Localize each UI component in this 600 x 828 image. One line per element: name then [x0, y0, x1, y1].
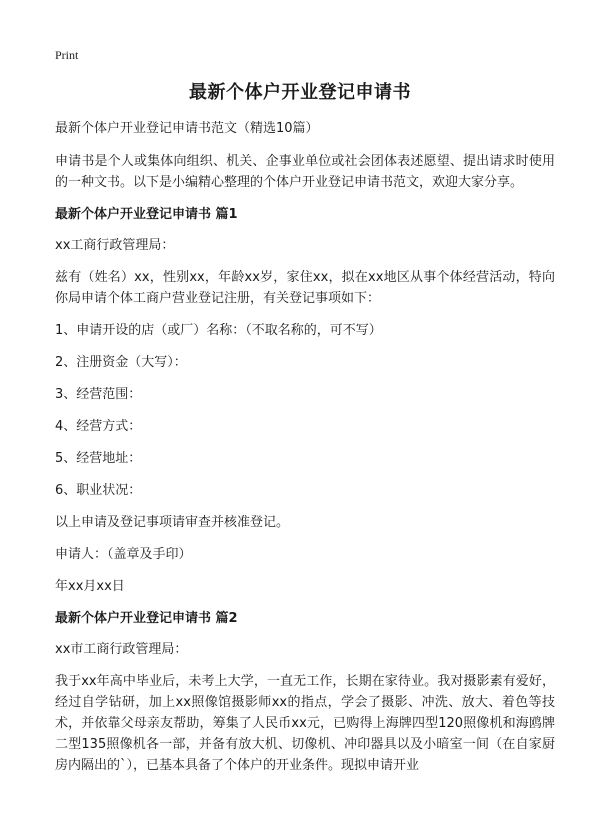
list-item: 4、经营方式： [55, 419, 142, 434]
list-item: 6、职业状况： [55, 483, 142, 498]
section-heading: 最新个体户开业登记申请书 篇2 [55, 611, 238, 626]
section-heading: 最新个体户开业登记申请书 篇1 [55, 207, 238, 222]
intro-paragraph: 申请书是个人或集体向组织、机关、企事业单位或社会团体表述愿望、提出请求时使用的一种文书。以下是小编精心整理的个体户开业登记申请书范文，欢迎大家分享。 [55, 154, 555, 190]
list-item: 1、申请开设的店（或厂）名称：（不取名称的，可不写） [55, 323, 382, 338]
document-body [55, 118, 555, 776]
closing-line: 以上申请及登记事项请审查并核准登记。 [55, 515, 290, 530]
body-paragraph: 兹有（姓名）xx，性别xx，年龄xx岁，家住xx，拟在xx地区从事个体经营活动，特向你局申请个体工商户营业登记注册，有关登记事项如下： [55, 270, 555, 306]
addressee: xx市工商行政管理局： [55, 642, 188, 657]
list-item: 5、经营地址： [55, 451, 142, 466]
date-line: 年xx月xx日 [55, 579, 125, 594]
addressee: xx工商行政管理局： [55, 238, 175, 253]
applicant-line: 申请人：（盖章及手印） [55, 547, 192, 562]
body-paragraph: 我于xx年高中毕业后，未考上大学，一直无工作，长期在家待业。我对摄影素有爱好，经过自学钻研，加上xx照像馆摄影师xx的指点，学会了摄影、冲洗、放大、着色等技术，并依靠父母亲友帮助，筹集了人民币xx元，已购得上海牌四型120照像机和海鸥牌二型135照像机各一部，并备有放大机、切像机、冲印器具以及小暗室一间（在自家厨房内隔出的`），已基本具备了个体户的开业条件。现拟申请开业 [55, 674, 555, 773]
document-subtitle: 最新个体户开业登记申请书范文（精选10篇） [55, 121, 319, 136]
print-link[interactable]: Print [55, 48, 79, 62]
list-item: 2、注册资金（大写）： [55, 355, 187, 370]
list-item: 3、经营范围： [55, 387, 142, 402]
document-title: 最新个体户开业登记申请书 [189, 82, 411, 103]
